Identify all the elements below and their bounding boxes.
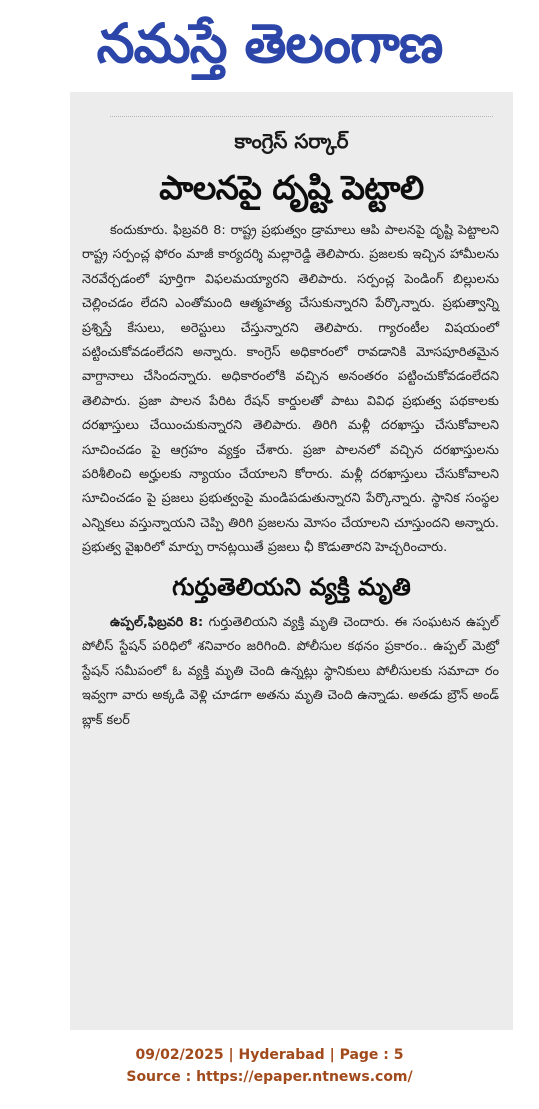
masthead bbox=[0, 0, 539, 92]
article-kicker: కాంగ్రెస్ సర్కార్ bbox=[234, 129, 349, 153]
second-article-headline: గుర్తుతెలియని వ్యక్తి మృతి bbox=[172, 572, 411, 601]
clipping-top-edge bbox=[110, 96, 493, 117]
article-body bbox=[70, 219, 513, 561]
article-headline: పాలనపై దృష్టి పెట్టాలి bbox=[159, 168, 424, 207]
footer-source: Source : https://epaper.ntnews.com/ bbox=[126, 1069, 413, 1085]
footer-date-edition: 09/02/2025 | Hyderabad | Page : 5 bbox=[135, 1047, 404, 1063]
dateline: ఉప్పల్,ఫిబ్రవరి 8: bbox=[110, 614, 204, 630]
newspaper-logo: నమస్తే తెలంగాణ bbox=[96, 12, 443, 75]
news-clipping bbox=[70, 92, 513, 1030]
second-article-text: గుర్తుతెలియని వ్యక్తి మృతి చెందారు. ఈ సంఘటన ఉప్పల్ పోలీస్ స్టేషన్ పరిధిలో శనివారం జరిగింది. పోలీసుల కథనం ప్రకారం.. ఉప్పల్ మెట్రో స్టేషన్ సమీపంలో ఓ వ్యక్తి మృతి చెంది ఉన్నట్లు స్థానికులు పోలీసులకు సమాచా రం ఇవ్వగా వారు అక్కడి వెళ్లి చూడగా అతను మృతి చెంది ఉన్నాడు. అతడు బ్రౌన్ అండ్ బ్లాక్ కలర్ bbox=[82, 614, 499, 729]
article-paragraph: కందుకూరు. ఫిబ్రవరి 8: రాష్ట్ర ప్రభుత్వం డ్రామాలు ఆపి పాలనపై దృష్టి పెట్టాలని రాష్ట్ర సర్పంచ్ల ఫోరం మాజీ కార్యదర్శి మల్లారెడ్డి తెలిపారు. ప్రజలకు ఇచ్చిన హామీలను నెరవేర్చడంలో పూర్తిగా విఫలమయ్యారని తెలిపారు. సర్పంచ్ల పెండింగ్ బిల్లులను చెల్లించడం లేదని ఎంతోమంది ఆత్మహత్య చేసుకున్నారని పేర్కొన్నారు. ప్రభుత్వాన్ని ప్రశ్నిస్తే కేసులు, అరెస్టులు చేస్తున్నారని తెలిపారు. గ్యారంటీల విషయంలో పట్టించుకోవడంలేదని అన్నారు. కాంగ్రెస్ అధికారంలో రావడానికి మోసపూరితమైన వాగ్దానాలు చేసిందన్నారు. అధికారంలోకి వచ్చిన అనంతరం పట్టించుకోవడంలేదని తెలిపారు. ప్రజా పాలన పేరిట రేషన్ కార్డులతో పాటు వివిధ ప్రభుత్వ పథకాలకు దరఖాస్తులు చేయించుకున్నారని తెలిపారు. తిరిగి మళ్లీ దరఖాస్తు చేసుకోవాలని సూచించడం పై ఆగ్రహం వ్యక్తం చేశారు. ప్రజా పాలనలో వచ్చిన దరఖాస్తులను పరిశీలించి అర్హులకు న్యాయం చేయాలని కోరారు. మళ్లీ దరఖాస్తులు చేసుకోవాలని సూచించడం పై ప్రజలు ప్రభుత్వంపై మండిపడుతున్నారని పేర్కొన్నారు. స్థానిక సంస్థల ఎన్నికలు వస్తున్నాయని చెప్పి తిరిగి ప్రజలను మోసం చేయాలని చూస్తుందని అన్నారు. ప్రభుత్వ వైఖరిలో మార్పు రానట్లయితే ప్రజలు ఛీ కొడుతారని హెచ్చరించారు. bbox=[82, 223, 499, 556]
second-article-paragraph bbox=[82, 611, 499, 734]
page-footer bbox=[0, 1044, 539, 1088]
second-article-body bbox=[70, 611, 513, 734]
